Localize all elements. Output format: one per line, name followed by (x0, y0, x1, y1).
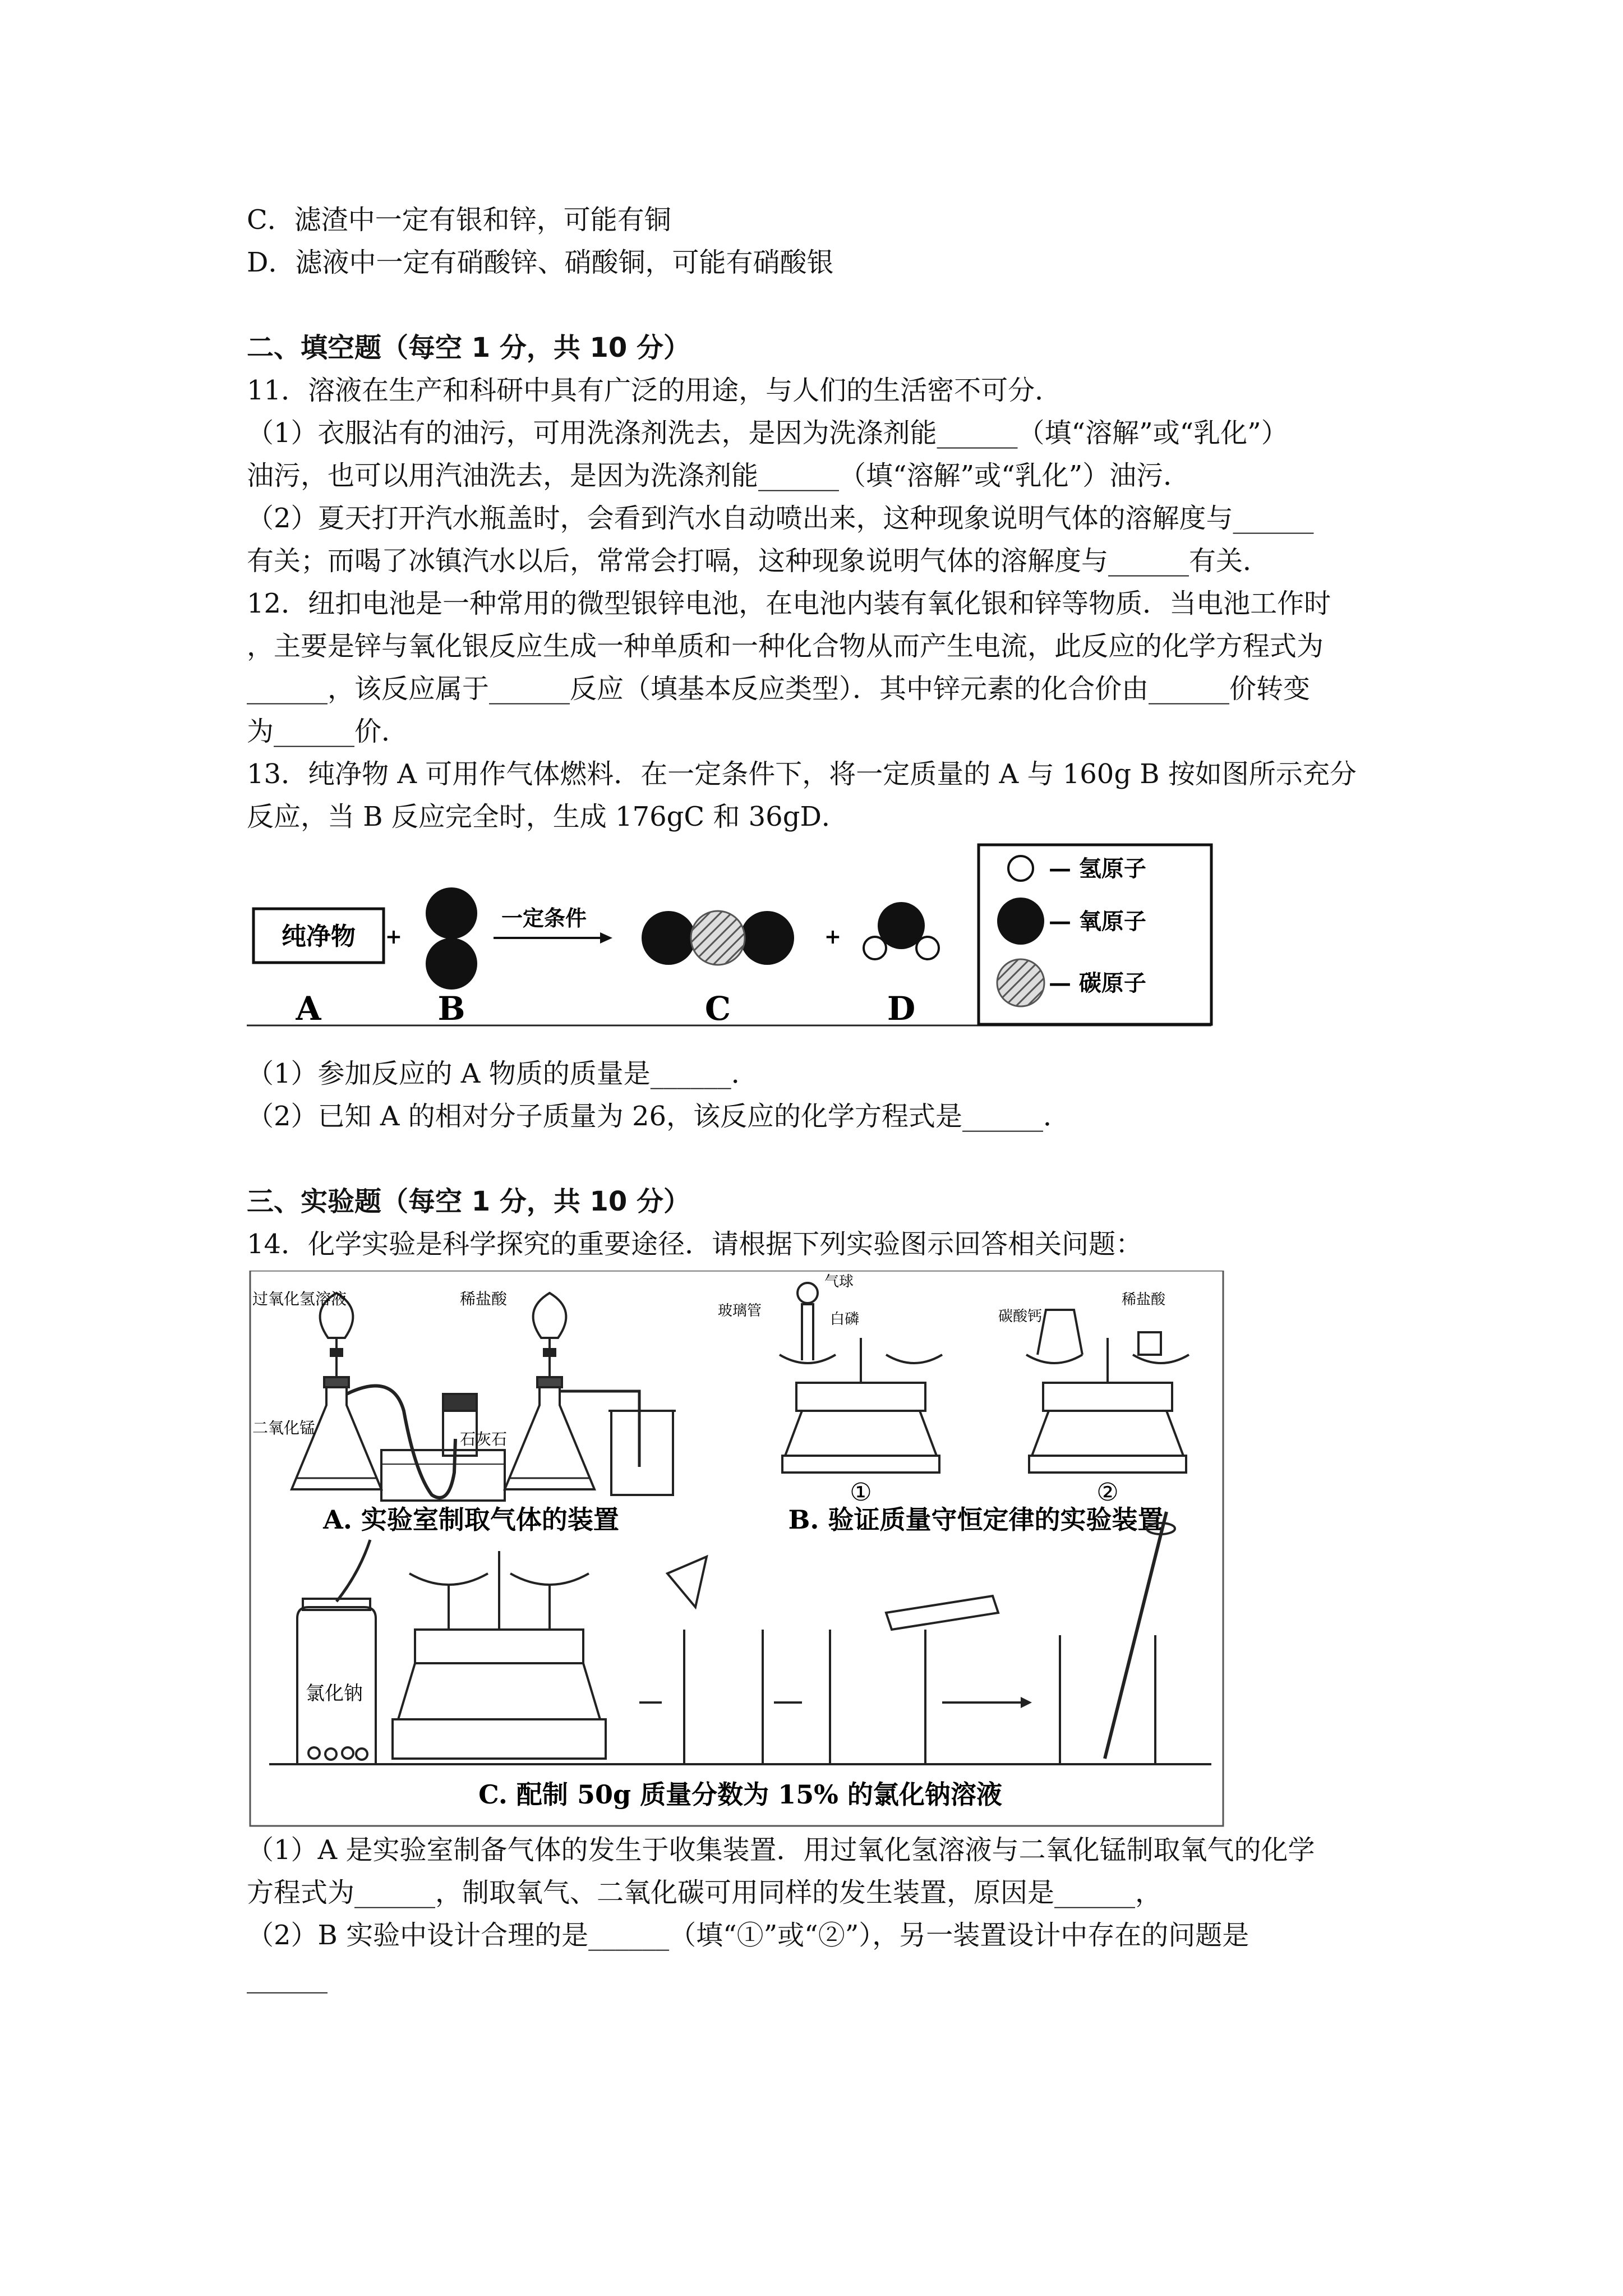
oxygen-atom (426, 887, 477, 939)
label-caco3: 碳酸钙 (998, 1308, 1043, 1325)
section-2-heading: 二、填空题（每空 1 分，共 10 分） (247, 332, 691, 364)
label-c: C (704, 990, 731, 1027)
balance-number-2: ② (1096, 1478, 1119, 1507)
label-a: A (296, 990, 321, 1027)
caption-a: A. 实验室制取气体的装置 (323, 1504, 619, 1535)
q14-part2-line1: （2）B 实验中设计合理的是______（填“①”或“②”），另一装置设计中存在的问题是 (247, 1920, 1249, 1951)
label-hcl-b: 稀盐酸 (1122, 1291, 1166, 1308)
label-glass-tube: 玻璃管 (718, 1303, 762, 1319)
carbon-atom (691, 911, 745, 965)
q14-part2-line2: ______ (247, 1962, 328, 1994)
reaction-diagram (247, 841, 1217, 1027)
caption-c: C. 配制 50g 质量分数为 15% 的氯化钠溶液 (478, 1779, 1002, 1810)
q12-line4: 为______价． (247, 716, 409, 747)
label-limestone: 石灰石 (460, 1430, 508, 1448)
oxygen-atom (426, 938, 477, 990)
q13-line2: 反应，当 B 反应完全时，生成 176gC 和 36gD． (247, 801, 849, 832)
balance-c (393, 1551, 606, 1759)
beaker-1 (667, 1557, 763, 1764)
option-d: D．滤液中一定有硝酸锌、硝酸铜，可能有硝酸银 (247, 247, 834, 278)
caption-b: B. 验证质量守恒定律的实验装置 (788, 1504, 1164, 1535)
q12-line3: ______，该反应属于______反应（填基本反应类型）．其中锌元素的化合价由______价转变 (247, 673, 1311, 705)
q11-part2-line1: （2）夏天打开汽水瓶盖时，会看到汽水自动喷出来，这种现象说明气体的溶解度与______ (247, 503, 1314, 534)
q11-part1-line2: 油污，也可以用汽油洗去，是因为洗涤剂能______（填“溶解”或“乳化”）油污． (247, 460, 1191, 491)
oxygen-atom-legend (997, 898, 1044, 945)
legend-oxygen: — 氧原子 (1049, 908, 1146, 935)
q11-part1-line1: （1）衣服沾有的油污，可用洗涤剂洗去，是因为洗涤剂能______（填“溶解”或“乳化”） (247, 417, 1288, 449)
reagent-jar (297, 1540, 376, 1764)
balance-1 (780, 1283, 942, 1473)
section-3-heading: 三、实验题（每空 1 分，共 10 分） (247, 1186, 691, 1217)
beaker-3 (1060, 1512, 1175, 1764)
label-white-phosphorus: 白磷 (830, 1311, 860, 1328)
balance-number-1: ① (850, 1478, 872, 1507)
q11-stem: 11．溶液在生产和科研中具有广泛的用途，与人们的生活密不可分． (247, 375, 1062, 406)
oxygen-atom (642, 911, 695, 965)
legend-hydrogen: — 氢原子 (1049, 855, 1146, 882)
q13-line1: 13．纯净物 A 可用作气体燃料．在一定条件下，将一定质量的 A 与 160g B 按如图所示充分 (247, 758, 1357, 790)
q12-line1: 12．纽扣电池是一种常用的微型银锌电池，在电池内装有氧化银和锌等物质．当电池工作时 (247, 588, 1331, 619)
plus-sign-2: + (824, 925, 842, 949)
hydrogen-atom (916, 937, 939, 959)
q14-part1-line2: 方程式为______，制取氧气、二氧化碳可用同样的发生装置，原因是______， (247, 1877, 1163, 1908)
label-d: D (887, 990, 916, 1027)
q12-line2: ，主要是锌与氧化银反应生成一种单质和一种化合物从而产生电流，此反应的化学方程式为 (247, 631, 1324, 662)
q14-stem: 14．化学实验是科学探究的重要途径．请根据下列实验图示回答相关问题： (247, 1228, 1143, 1260)
label-hcl-a: 稀盐酸 (460, 1290, 508, 1308)
hydrogen-atom-legend (1008, 856, 1033, 881)
q13-part2: （2）已知 A 的相对分子质量为 26，该反应的化学方程式是______． (247, 1101, 1071, 1132)
label-mno2: 二氧化锰 (252, 1419, 316, 1437)
balance-2 (1026, 1310, 1189, 1473)
label-balloon: 气球 (824, 1273, 854, 1290)
q11-part2-line2: 有关；而喝了冰镇汽水以后，常常会打嗝，这种现象说明气体的溶解度与______有关． (247, 545, 1270, 577)
q14-part1-line1: （1）A 是实验室制备气体的发生于收集装置．用过氧化氢溶液与二氧化锰制取氧气的化学 (247, 1834, 1315, 1866)
q13-part1: （1）参加反应的 A 物质的质量是______． (247, 1058, 758, 1089)
option-c: C．滤渣中一定有银和锌，可能有铜 (247, 204, 671, 236)
label-b: B (437, 990, 465, 1027)
beaker-2 (830, 1596, 998, 1764)
jar-label: 氯化钠 (306, 1682, 363, 1705)
carbon-atom-legend (997, 959, 1044, 1006)
apparatus-a (292, 1293, 676, 1501)
pure-substance-label: 纯净物 (282, 922, 356, 951)
apparatus-figure (247, 1271, 1228, 1829)
label-h2o2: 过氧化氢溶液 (252, 1290, 347, 1308)
legend-carbon: — 碳原子 (1049, 970, 1146, 996)
condition-label: 一定条件 (501, 905, 587, 931)
oxygen-atom (740, 911, 794, 965)
hydrogen-atom (864, 937, 886, 959)
plus-sign-1: + (385, 925, 403, 949)
